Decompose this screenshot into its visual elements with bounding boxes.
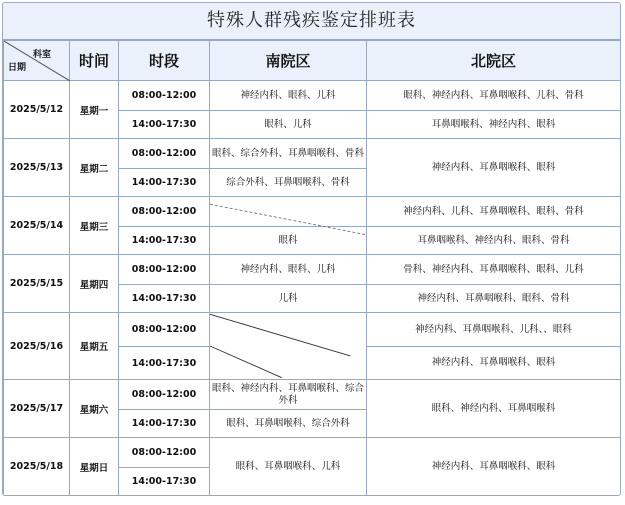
table-row — [4, 197, 621, 227]
north-cell: 神经内科、耳鼻咽喉科、眼科 — [367, 438, 621, 496]
table-row — [4, 313, 621, 347]
north-cell: 眼科、神经内科、耳鼻咽喉科、儿科、骨科 — [367, 81, 621, 111]
header-slot: 时段 — [119, 41, 210, 81]
north-cell: 耳鼻咽喉科、神经内科、眼科、骨科 — [367, 227, 621, 255]
south-cell: 综合外科、耳鼻咽喉科、骨科 — [210, 169, 367, 197]
empty-slot-strike — [210, 197, 366, 226]
north-cell: 神经内科、耳鼻咽喉科、眼科、骨科 — [367, 285, 621, 313]
date-cell: 2025/5/15 — [4, 255, 70, 313]
slot-cell: 08:00-12:00 — [119, 255, 210, 285]
schedule-table — [3, 40, 621, 496]
south-cell: 儿科 — [210, 285, 367, 313]
north-cell: 神经内科、耳鼻咽喉科、眼科 — [367, 347, 621, 380]
weekday-cell: 星期日 — [70, 438, 119, 496]
south-empty-cell — [210, 197, 367, 227]
slot-cell: 08:00-12:00 — [119, 313, 210, 347]
weekday-cell: 星期二 — [70, 139, 119, 197]
table-row — [4, 139, 621, 169]
date-cell: 2025/5/18 — [4, 438, 70, 496]
south-cell: 眼科、儿科 — [210, 111, 367, 139]
north-cell: 骨科、神经内科、耳鼻咽喉科、眼科、儿科 — [367, 255, 621, 285]
table-row — [4, 81, 621, 111]
table-row — [4, 380, 621, 410]
weekday-cell: 星期一 — [70, 81, 119, 139]
weekday-cell: 星期六 — [70, 380, 119, 438]
corner-label-date: 日期 — [8, 63, 27, 73]
slot-cell: 08:00-12:00 — [119, 380, 210, 410]
weekday-cell: 星期三 — [70, 197, 119, 255]
slot-cell: 08:00-12:00 — [119, 81, 210, 111]
south-empty-cell — [210, 313, 367, 380]
date-cell: 2025/5/14 — [4, 197, 70, 255]
north-cell: 眼科、神经内科、耳鼻咽喉科 — [367, 380, 621, 438]
south-cell: 眼科、耳鼻咽喉科、综合外科 — [210, 410, 367, 438]
header-time: 时间 — [70, 41, 119, 81]
south-cell: 神经内科、眼科、儿科 — [210, 255, 367, 285]
south-cell: 眼科、神经内科、耳鼻咽喉科、综合外科 — [210, 380, 367, 410]
south-cell: 神经内科、眼科、儿科 — [210, 81, 367, 111]
north-cell: 神经内科、耳鼻咽喉科、眼科 — [367, 139, 621, 197]
slot-cell: 08:00-12:00 — [119, 139, 210, 169]
slot-cell: 14:00-17:30 — [119, 285, 210, 313]
north-cell: 神经内科、儿科、耳鼻咽喉科、眼科、骨科 — [367, 197, 621, 227]
header-north: 北院区 — [367, 41, 621, 81]
south-cell: 眼科、综合外科、耳鼻咽喉科、骨科 — [210, 139, 367, 169]
south-cell: 眼科 — [210, 227, 367, 255]
north-cell: 神经内科、耳鼻咽喉科、儿科、、眼科 — [367, 313, 621, 347]
slot-cell: 08:00-12:00 — [119, 438, 210, 468]
date-cell: 2025/5/13 — [4, 139, 70, 197]
weekday-cell: 星期四 — [70, 255, 119, 313]
corner-header — [4, 41, 70, 81]
schedule-sheet — [2, 2, 621, 496]
slot-cell: 08:00-12:00 — [119, 197, 210, 227]
corner-label-dept: 科室 — [32, 50, 51, 60]
date-cell: 2025/5/17 — [4, 380, 70, 438]
south-cell: 眼科、耳鼻咽喉科、儿科 — [210, 438, 367, 496]
slot-cell: 14:00-17:30 — [119, 347, 210, 380]
header-row — [4, 41, 621, 81]
table-row — [4, 255, 621, 285]
table-row — [4, 438, 621, 468]
slot-cell: 14:00-17:30 — [119, 410, 210, 438]
slot-cell: 14:00-17:30 — [119, 111, 210, 139]
slot-cell: 14:00-17:30 — [119, 468, 210, 496]
date-cell: 2025/5/12 — [4, 81, 70, 139]
header-south: 南院区 — [210, 41, 367, 81]
weekday-cell: 星期五 — [70, 313, 119, 380]
north-cell: 耳鼻咽喉科、神经内科、眼科 — [367, 111, 621, 139]
slot-cell: 14:00-17:30 — [119, 169, 210, 197]
slot-cell: 14:00-17:30 — [119, 227, 210, 255]
date-cell: 2025/5/16 — [4, 313, 70, 380]
empty-slot-strike — [210, 313, 366, 379]
sheet-title: 特殊人群残疾鉴定排班表 — [3, 3, 620, 40]
